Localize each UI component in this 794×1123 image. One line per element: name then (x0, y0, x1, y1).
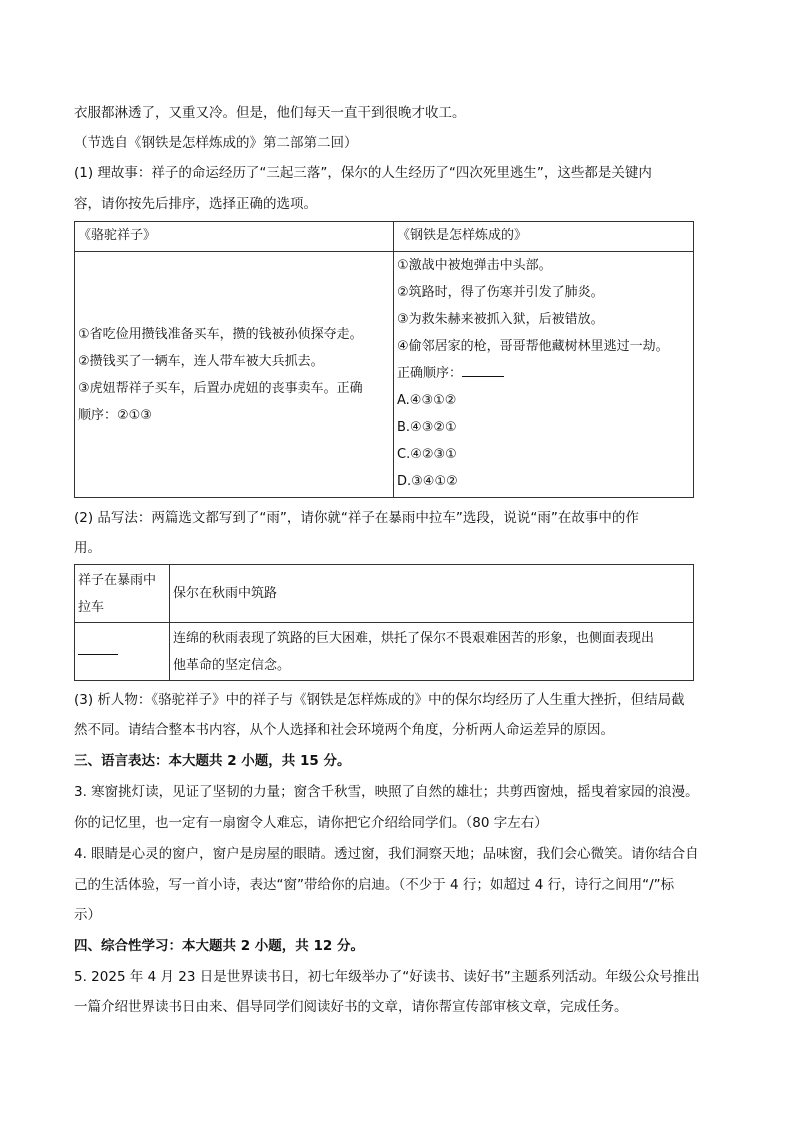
right-item: ②筑路时，得了伤寒并引发了肺炎。 (397, 285, 604, 300)
option-c: C.④②③① (397, 447, 457, 462)
section-4-heading: 四、综合性学习：本大题共 2 小题，共 12 分。 (74, 938, 364, 954)
question-4-line-3: 示） (74, 907, 101, 923)
table2-head-left (75, 565, 170, 623)
right-item: ④偷邻居家的枪，哥哥帮他藏树林里逃过一劫。 (397, 339, 669, 354)
question-3-prompt-line-2: 你的记忆里，也一定有一扇窗令人难忘，请你把它介绍给同学们。（80 字左右） (74, 815, 548, 831)
body-right-line: 连绵的秋雨表现了筑路的巨大困难，烘托了保尔不畏艰难困苦的形象，也侧面表现出 (173, 630, 655, 646)
question-4-line-2: 己的生活体验，写一首小诗，表达“窗”带给你的启迪。（不少于 4 行；如超过 4 行，诗行之间用“/”标 (74, 877, 675, 893)
text-line: 衣服都淋透了，又重又冷。但是，他们每天一直干到很晚才收工。 (74, 105, 466, 121)
question-3-prompt-line-1: 3. 寒窗挑灯读，见证了坚韧的力量；窗含千秋雪，映照了自然的雄壮；共剪西窗烛，摇曳着家园的浪漫。 (74, 784, 699, 800)
question-3-line-1: (3) 析人物：《骆驼祥子》中的祥子与《钢铁是怎样炼成的》中的保尔均经历了人生重大挫折，但结局截 (74, 692, 685, 708)
answer-line: 正确顺序： (397, 360, 690, 387)
option-b: B.④③②① (397, 420, 457, 435)
table1-left-cell (75, 252, 394, 498)
question-5-line-1: 5. 2025 年 4 月 23 日是世界读书日，初七年级举办了“好读书、读好书”主题系列活动。年级公众号推出 (74, 969, 700, 985)
source-note: （节选自《钢铁是怎样炼成的》第二部第二回） (74, 135, 358, 151)
left-item: 顺序：②①③ (78, 407, 152, 423)
question-1-line-2: 容，请你按先后排序，选择正确的选项。 (74, 196, 317, 212)
question-5-line-2: 一篇介绍世界读书日由来、倡导同学们阅读好书的文章，请你帮宣传部审核文章，完成任务。 (74, 999, 628, 1015)
option-d: D.③④①② (397, 474, 458, 489)
table1-head-left: 《骆驼祥子》 (75, 222, 394, 252)
body-right-line: 他革命的坚定信念。 (173, 657, 291, 673)
head-left-line: 拉车 (78, 599, 105, 615)
table2-answer-cell[interactable] (75, 623, 170, 681)
answer-blank[interactable] (462, 364, 504, 377)
table2-head-right: 保尔在秋雨中筑路 (170, 565, 694, 623)
comparison-table-2 (74, 564, 694, 681)
table1-head-right: 《钢铁是怎样炼成的》 (394, 222, 694, 252)
question-2-line-1: (2) 品写法：两篇选文都写到了“雨”，请你就“祥子在暴雨中拉车”选段，说说“雨”在故事中的作 (74, 510, 639, 526)
right-item: ①激战中被炮弹击中头部。 (397, 258, 552, 273)
head-left-line: 祥子在暴雨中 (78, 572, 157, 588)
question-1-line-1: (1) 理故事：祥子的命运经历了“三起三落”，保尔的人生经历了“四次死里逃生”，这些都是关键内 (74, 165, 652, 181)
left-item: ①省吃俭用攒钱准备买车，攒的钱被孙侦探夺走。 (78, 326, 363, 342)
left-item: ③虎妞帮祥子买车，后置办虎妞的丧事卖车。正确 (78, 380, 363, 396)
question-4-line-1: 4. 眼睛是心灵的窗户，窗户是房屋的眼睛。透过窗，我们洞察天地；品味窗，我们会心微笑。请你结合自 (74, 846, 699, 862)
comparison-table-1 (74, 221, 694, 498)
section-3-heading: 三、语言表达：本大题共 2 小题，共 15 分。 (74, 753, 351, 769)
table2-body-right (170, 623, 694, 681)
question-3-line-2: 然不同。请结合整本书内容，从个人选择和社会环境两个角度，分析两人命运差异的原因。 (74, 722, 614, 738)
answer-blank[interactable] (78, 642, 118, 655)
right-item: ③为救朱赫来被抓入狱，后被错放。 (397, 312, 604, 327)
table1-right-cell (394, 252, 694, 498)
question-2-line-2: 用。 (74, 540, 101, 556)
left-item: ②攒钱买了一辆车，连人带车被大兵抓去。 (78, 353, 324, 369)
option-a: A.④③①② (397, 393, 457, 408)
